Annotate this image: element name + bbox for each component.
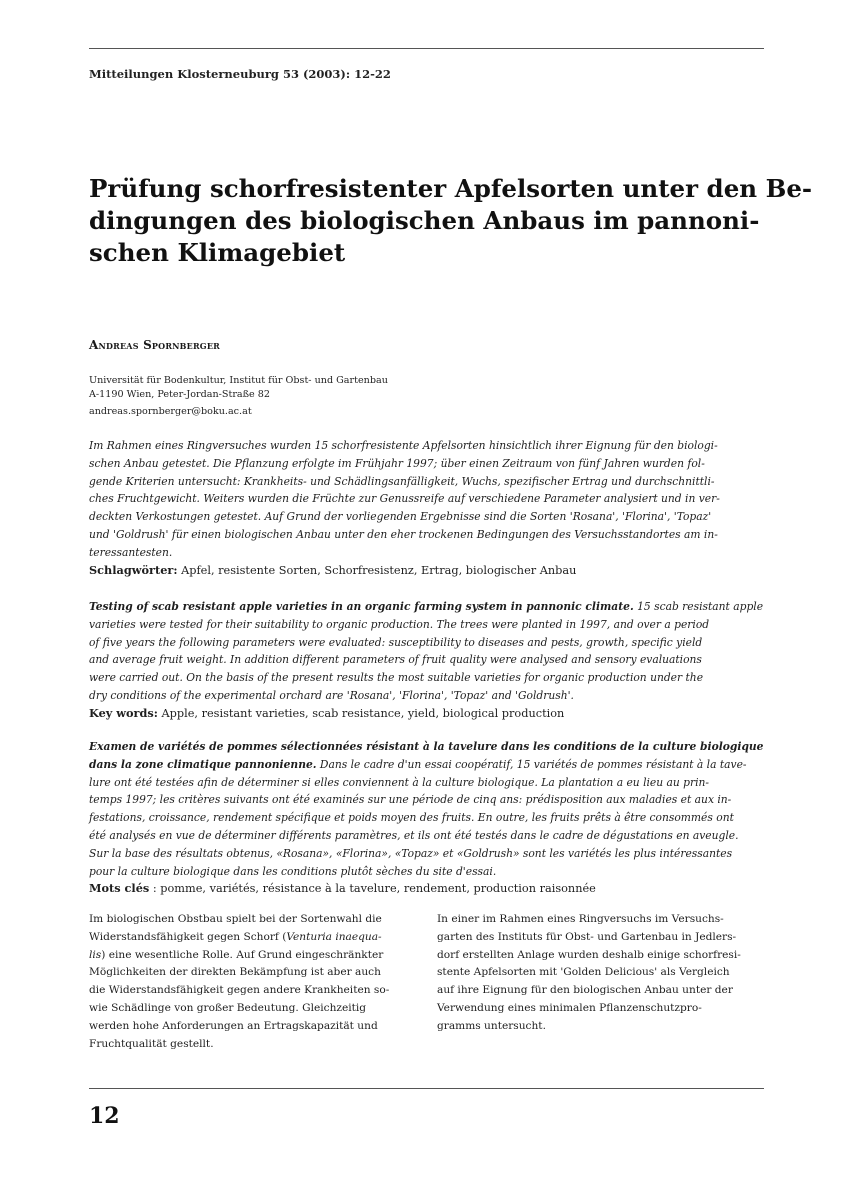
body-column-right [437,911,759,1036]
abstract-title: Examen de variétés de pommes sélectionnées résistant à la tavelure dans les conditions de la culture biologique [89,740,764,753]
top-rule [89,48,764,49]
abstract-line: Sur la base des résultats obtenus, «Rosana», «Florina», «Topaz» et «Goldrush» sont les variétés les plus intéressantes [89,846,733,860]
abstract-line: pour la culture biologique dans les conditions plutôt sèches du site d'essai. [89,864,497,878]
body-line: die Widerstandsfähigkeit gegen andere Krankheiten so- [89,984,390,997]
body-line: wie Schädlinge von großer Bedeutung. Gleichzeitig [89,1001,367,1014]
affiliation [89,374,388,402]
keywords-german [89,562,765,580]
body-text: ) eine wesentliche Rolle. Auf Grund eingeschränkter [101,948,384,961]
body-line: stente Apfelsorten mit 'Golden Delicious' als Vergleich [437,966,730,979]
abstract-line: und 'Goldrush' für einen biologischen Anbau unter den eher trockenen Bedingungen des Versuchsstandortes am in- [89,527,718,541]
body-line: werden hohe Anforderungen an Ertragskapazität und [89,1019,378,1032]
author-name: Andreas Spornberger [89,338,220,352]
body-line: Im biologischen Obstbau spielt bei der Sortenwahl die [89,913,382,925]
abstract-german [89,437,765,579]
abstract-line: Im Rahmen eines Ringversuches wurden 15 schorfresistente Apfelsorten hinsichtlich ihrer Eignung für den biologi- [89,439,718,452]
abstract-line: lure ont été testées afin de déterminer si elles conviennent à la culture biologique. La plantation a eu lieu au prin- [89,775,710,789]
abstract-line: festations, croissance, rendement spécifique et poids moyen des fruits. En outre, les fruits prêts à être consommés ont [89,811,734,825]
abstract-line: schen Anbau getestet. Die Pflanzung erfolgte im Frühjahr 1997; über einen Zeitraum von fünf Jahren wurden fol- [89,456,705,470]
species-name: lis [89,948,102,961]
abstract-line: and average fruit weight. In addition different parameters of fruit quality were analysed and sensory evaluations [89,653,702,667]
body-line: Verwendung eines minimalen Pflanzenschutzpro- [437,1001,702,1014]
abstract-line [89,598,765,616]
body-line: dorf erstellten Anlage wurden deshalb einige schorfresi- [437,948,741,961]
abstract-line: deckten Verkostungen getestet. Auf Grund der vorliegenden Ergebnisse sind die Sorten 'Rosana', 'Florina', 'Topaz' [89,510,712,524]
abstract-line: gende Kriterien untersucht: Krankheits- und Schädlingsanfälligkeit, Wuchs, spezifischer Ertrag und durchschnittli- [89,474,715,488]
abstract-line: of five years the following parameters were evaluated: susceptibility to diseases and pests, growth, specific yield [89,635,703,649]
abstract-line: été analysés en vue de déterminer différents paramètres, et ils ont été testés dans le cadre de dégustations en aveugle. [89,828,739,842]
keywords-text: Apfel, resistente Sorten, Schorfresistenz, Ertrag, biologischer Anbau [177,563,577,577]
paper-title [89,173,813,269]
bottom-rule [89,1088,764,1089]
keywords-label: Schlagwörter: [89,562,178,577]
abstract-text: Dans le cadre d'un essai coopératif, 15 variétés de pommes résistant à la tave- [316,757,747,771]
abstract-line: were carried out. On the basis of the present results the most suitable varieties for organic production under the [89,671,704,685]
abstract-line: temps 1997; les critères suivants ont été examinés sur une période de cinq ans: prédisposition aux maladies et aux in- [89,793,732,807]
abstract-line [89,756,765,774]
author-email: andreas.spornberger@boku.ac.at [89,406,252,417]
abstract-french [89,738,765,898]
abstract-english [89,598,765,723]
body-line [89,929,411,947]
keywords-english [89,705,765,723]
body-line [89,947,411,965]
abstract-line: teressantesten. [89,545,173,559]
body-text: Widerstandsfähigkeit gegen Schorf ( [89,930,287,943]
keywords-french [89,880,765,898]
abstract-line: varieties were tested for their suitability to organic production. The trees were planted in 1997, and over a period [89,617,710,631]
affiliation-line: A-1190 Wien, Peter-Jordan-Straße 82 [89,389,270,400]
abstract-title: dans la zone climatique pannonienne. [89,757,317,771]
species-name: Venturia inaequa- [286,930,382,943]
body-line: In einer im Rahmen eines Ringversuchs im Versuchs- [437,913,724,925]
abstract-text: 15 scab resistant apple [633,600,764,613]
keywords-text: : pomme, variétés, résistance à la tavelure, rendement, production raisonnée [149,882,596,896]
affiliation-line: Universität für Bodenkultur, Institut für Obst- und Gartenbau [89,375,388,386]
keywords-label: Key words: [89,705,158,720]
body-column-left [89,911,411,1053]
body-line: Fruchtqualität gestellt. [89,1037,214,1050]
keywords-label: Mots clés [89,881,150,896]
abstract-title: Testing of scab resistant apple varieties in an organic farming system in pannonic climate. [89,600,634,613]
page-number: 12 [89,1103,120,1129]
abstract-line: dry conditions of the experimental orchard are 'Rosana', 'Florina', 'Topaz' and 'Goldrush'. [89,688,574,702]
body-line: gramms untersucht. [437,1019,546,1032]
body-line: auf ihre Eignung für den biologischen Anbau unter der [437,984,733,997]
abstract-line: ches Fruchtgewicht. Weiters wurden die Früchte zur Genussreife auf verschiedene Parameter analysiert und in ver- [89,492,720,506]
body-line: Möglichkeiten der direkten Bekämpfung ist aber auch [89,966,381,979]
body-line: garten des Instituts für Obst- und Gartenbau in Jedlers- [437,930,737,943]
title-line: dingungen des biologischen Anbaus im pannoni- [89,206,760,235]
running-head: Mitteilungen Klosterneuburg 53 (2003): 12-22 [89,67,391,81]
title-line: schen Klimagebiet [89,238,346,267]
keywords-text: Apple, resistant varieties, scab resistance, yield, biological production [157,706,565,720]
title-line: Prüfung schorfresistenter Apfelsorten unter den Be- [89,174,813,203]
